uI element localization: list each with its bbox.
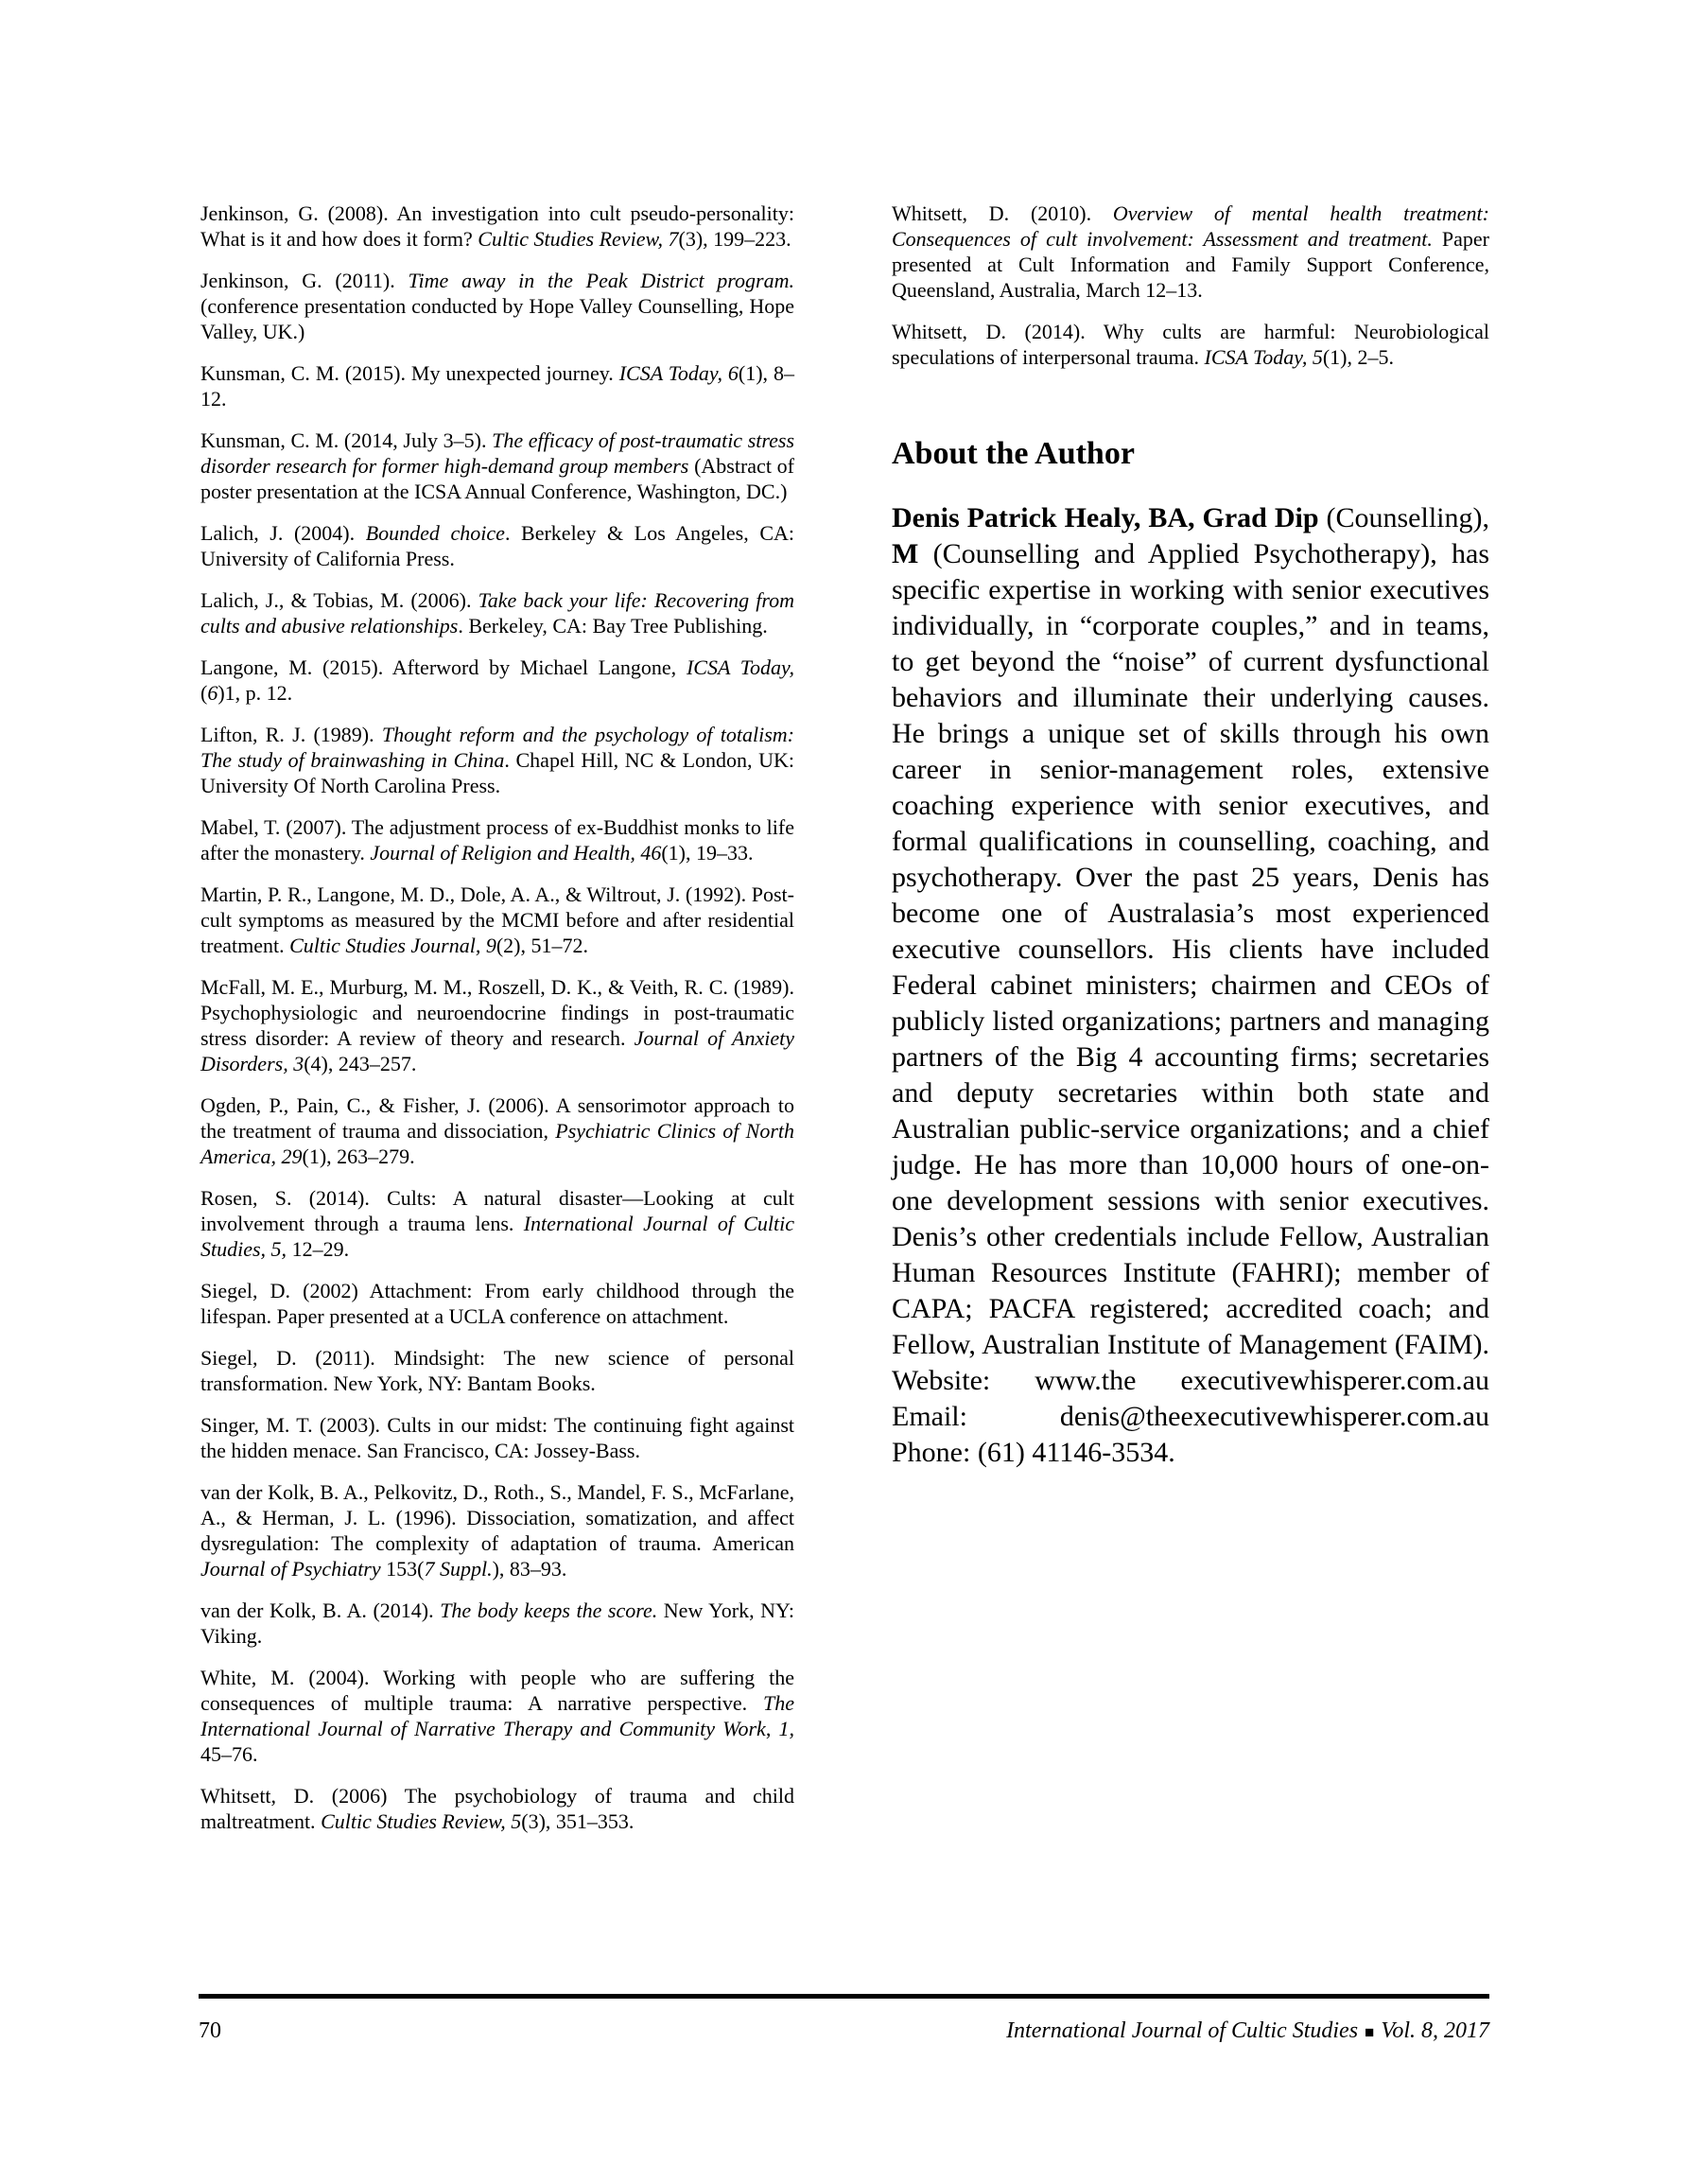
reference-entry <box>200 1665 794 1767</box>
right-column <box>892 201 1489 1471</box>
text-segment: White, M. (2004). Working with people who are suffering the consequences of multiple trauma: A narrative perspective. <box>200 1666 794 1715</box>
reference-entry <box>200 655 794 706</box>
reference-entry <box>200 1278 794 1329</box>
page-footer <box>199 2017 1489 2047</box>
text-segment: Kunsman, C. M. (2015). My unexpected journey. <box>200 361 619 385</box>
text-segment: Siegel, D. (2002) Attachment: From early childhood through the lifespan. Paper presented at a UCLA conference on attachment. <box>200 1279 794 1328</box>
page-number: 70 <box>199 2018 221 2043</box>
text-segment: 153( <box>380 1557 425 1581</box>
text-segment: . Berkeley, CA: Bay Tree Publishing. <box>458 614 768 638</box>
text-segment: Time away in the Peak District program. <box>408 269 794 292</box>
text-segment: Thought reform and the psychology of totalism: The study of brainwashing in China <box>200 723 794 772</box>
text-segment: M <box>892 538 919 569</box>
text-segment: van der Kolk, B. A. (2014). <box>200 1599 441 1622</box>
reference-entry <box>200 1783 794 1834</box>
reference-entry <box>892 319 1489 370</box>
text-segment: Lalich, J. (2004). <box>200 521 366 545</box>
text-segment: Paper presented at Cult Information and Family Support Conference, Queensland, Australia, March 12–13. <box>892 227 1489 302</box>
text-segment: Overview of mental health treatment: Consequences of cult involvement: Assessment and treatment. <box>892 201 1489 251</box>
references-column-right <box>892 201 1489 370</box>
square-separator-icon: ■ <box>1365 2023 1375 2041</box>
text-segment: Bounded choice <box>365 521 505 545</box>
reference-entry <box>200 360 794 411</box>
reference-entry <box>200 1598 794 1649</box>
text-segment: Psychiatric Clinics of North America, 29 <box>200 1119 794 1168</box>
text-segment: Jenkinson, G. (2008). An investigation into cult pseudo-personality: What is it and how does it form? <box>200 201 794 251</box>
author-website-line: Website: www.the executivewhisperer.com.au <box>892 1365 1489 1396</box>
text-segment: McFall, M. E., Murburg, M. M., Roszell, D. K., & Veith, R. C. (1989). Psychophysiologic and neuroendocrine findings in post-traumatic stress disorder: A review of theory and research. <box>200 975 794 1050</box>
text-segment: International Journal of Cultic Studies, 5, <box>200 1212 794 1261</box>
text-segment: (3), 199–223. <box>678 227 791 251</box>
footer-rule <box>199 1994 1489 1999</box>
text-segment: (3), 351–353. <box>521 1809 635 1833</box>
author-bio <box>892 500 1489 1471</box>
text-segment: Martin, P. R., Langone, M. D., Dole, A. A., & Wiltrout, J. (1992). Post-cult symptoms as measured by the MCMI before and after residential treatment. <box>200 882 794 957</box>
text-segment: ICSA Today, <box>686 655 794 679</box>
text-segment: . Chapel Hill, NC & London, UK: University Of North Carolina Press. <box>200 748 794 797</box>
text-segment: Ogden, P., Pain, C., & Fisher, J. (2006). A sensorimotor approach to the treatment of trauma and dissociation, <box>200 1093 794 1143</box>
text-segment: 12–29. <box>287 1237 350 1261</box>
text-segment: ), 83–93. <box>492 1557 567 1581</box>
text-segment: Kunsman, C. M. (2014, July 3–5). <box>200 428 493 452</box>
text-segment: (1), 8–12. <box>200 361 794 411</box>
reference-entry <box>200 1345 794 1396</box>
reference-entry <box>200 1479 794 1581</box>
text-segment: The International Journal of Narrative Therapy and Community Work <box>200 1691 794 1740</box>
reference-entry <box>200 587 794 638</box>
text-segment: New York, NY: Viking. <box>200 1599 794 1648</box>
text-segment: (conference presentation conducted by Hope Valley Counselling, Hope Valley, UK.) <box>200 294 794 343</box>
references-column-left <box>200 201 794 1850</box>
text-segment: Langone, M. (2015). Afterword by Michael Langone, <box>200 655 687 679</box>
reference-entry <box>200 814 794 865</box>
text-segment: Whitsett, D. (2006) The psychobiology of trauma and child maltreatment. <box>200 1784 794 1833</box>
volume-info: Vol. 8, 2017 <box>1381 2018 1489 2043</box>
reference-entry <box>200 1092 794 1169</box>
text-segment: (Counselling), <box>1326 502 1489 533</box>
text-segment: Jenkinson, G. (2011). <box>200 269 409 292</box>
reference-entry <box>200 201 794 252</box>
text-segment: Whitsett, D. (2010). <box>892 201 1113 225</box>
text-segment: 7 Suppl. <box>424 1557 493 1581</box>
reference-entry <box>200 520 794 571</box>
reference-entry <box>200 974 794 1076</box>
text-segment: Lifton, R. J. (1989). <box>200 723 382 746</box>
author-bio-paragraph <box>892 500 1489 1363</box>
text-segment: Journal of Anxiety Disorders, 3 <box>200 1026 794 1075</box>
text-segment: . Berkeley & Los Angeles, CA: University of California Press. <box>200 521 795 570</box>
text-segment: ICSA Today, 6 <box>618 361 739 385</box>
text-segment: Mabel, T. (2007). The adjustment process of ex-Buddhist monks to life after the monastery. <box>200 815 794 865</box>
text-segment: Whitsett, D. (2014). Why cults are harmful: Neurobiological speculations of interpersonal trauma. <box>892 320 1489 369</box>
text-segment: (Counselling and Applied Psychotherapy), has specific expertise in working with senior executives individually, in “corporate couples,” and in teams, to get beyond the “noise” of current dysfunctional behaviors and illuminate their underlying causes. He brings a unique set of skills through his own career in senior-management roles, extensive coaching experience with senior executives, and formal qualifications in counselling, coaching, and psychotherapy. Over the past 25 years, Denis has become one of Australasia’s most experienced executive counsellors. His clients have included Federal cabinet ministers; chairmen and CEOs of publicly listed organizations; partners and managing partners of the Big 4 accounting firms; secretaries and deputy secretaries within both state and Australian public-service organizations; and a chief judge. He has more than 10,000 hours of one-on-one development sessions with senior executives. Denis’s other credentials include Fellow, Australian Human Resources Institute (FAHRI); member of CAPA; PACFA registered; accredited coach; and Fellow, Australian Institute of Management (FAIM). <box>892 538 1489 1360</box>
reference-entry <box>200 882 794 958</box>
text-segment: (1), 2–5. <box>1322 345 1394 369</box>
text-segment: Denis Patrick Healy, BA, Grad Dip <box>892 502 1327 533</box>
text-segment: The efficacy of post-traumatic stress disorder research for former high-demand group members <box>200 428 794 478</box>
reference-entry <box>200 268 794 344</box>
text-segment: Rosen, S. (2014). Cults: A natural disaster—Looking at cult involvement through a trauma lens. <box>200 1186 794 1235</box>
text-segment: (Abstract of poster presentation at the ICSA Annual Conference, Washington, DC.) <box>200 454 794 503</box>
author-phone-line: Phone: (61) 41146-3534. <box>892 1437 1175 1468</box>
text-segment: Cultic Studies Review, 7 <box>478 227 679 251</box>
text-segment: Cultic Studies Review, 5 <box>321 1809 522 1833</box>
text-segment: (1), 263–279. <box>302 1144 415 1168</box>
text-segment: Lalich, J., & Tobias, M. (2006). <box>200 588 478 612</box>
footer-journal-line <box>1006 2017 1489 2047</box>
journal-title: International Journal of Cultic Studies <box>1006 2018 1359 2043</box>
text-segment: Cultic Studies Journal, 9 <box>289 934 496 957</box>
text-segment: 45–76. <box>200 1742 258 1766</box>
text-segment: , <box>765 1717 779 1740</box>
reference-entry <box>200 1412 794 1463</box>
text-segment: ( <box>200 681 208 705</box>
text-segment: Singer, M. T. (2003). Cults in our midst: The continuing fight against the hidden menace. San Francisco, CA: Jossey-Bass. <box>200 1413 794 1462</box>
author-email-line: Email: denis@theexecutivewhisperer.com.au <box>892 1401 1489 1432</box>
text-segment: (4), 243–257. <box>304 1052 417 1075</box>
reference-entry <box>200 1185 794 1262</box>
about-author-heading: About the Author <box>892 436 1135 471</box>
text-segment: ICSA Today, 5 <box>1204 345 1323 369</box>
text-segment: The body keeps the score. <box>440 1599 658 1622</box>
reference-entry <box>892 201 1489 303</box>
text-segment: Journal of Religion and Health, 46 <box>370 841 662 865</box>
text-segment: van der Kolk, B. A., Pelkovitz, D., Roth., S., Mandel, F. S., McFarlane, A., & Herman, J. L. (1996). Dissociation, somatization, and affect dysregulation: The complexity of adaptation of trauma. American <box>200 1480 794 1555</box>
text-segment: Journal of Psychiatry <box>200 1557 381 1581</box>
text-segment: Siegel, D. (2011). Mindsight: The new science of personal transformation. New York, NY: Bantam Books. <box>200 1346 794 1395</box>
text-segment: )1, p. 12. <box>217 681 293 705</box>
text-segment: 1, <box>778 1717 795 1740</box>
text-segment: (1), 19–33. <box>661 841 754 865</box>
text-segment: Take back your life: Recovering from cults and abusive relationships <box>200 588 794 638</box>
reference-entry <box>200 428 794 504</box>
text-segment: (2), 51–72. <box>496 934 588 957</box>
text-segment: 6 <box>207 681 218 705</box>
reference-entry <box>200 722 794 798</box>
